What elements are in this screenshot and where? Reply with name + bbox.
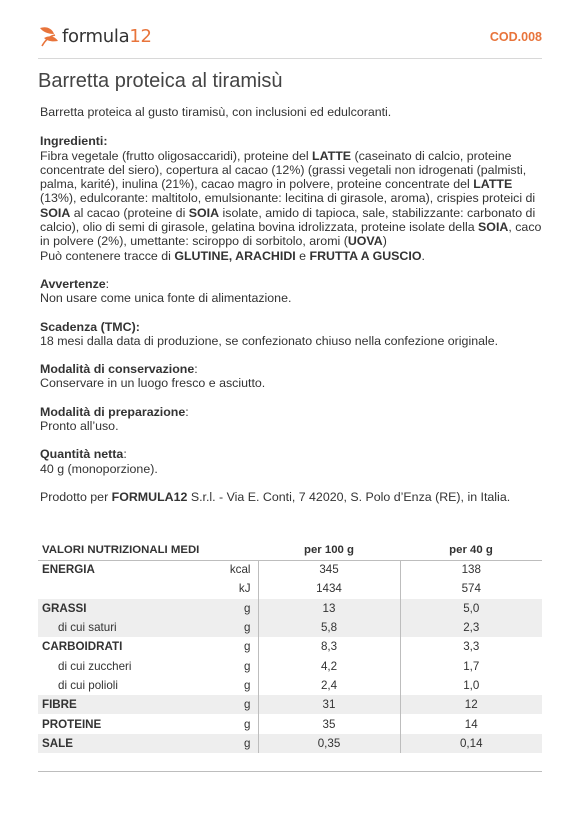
ingredients-part: Fibra vegetale (frutto oligosaccaridi), proteine del <box>40 148 313 163</box>
nutrient-unit: g <box>196 637 258 656</box>
nutrient-unit: kcal <box>196 560 258 579</box>
nutrition-body <box>38 560 542 753</box>
storage-heading <box>40 362 542 376</box>
nutrient-unit: g <box>196 676 258 695</box>
nutrient-name <box>38 579 196 598</box>
allergen: SOIA <box>188 205 220 220</box>
warnings-colon: : <box>105 276 110 291</box>
nutrient-name: di cui saturi <box>38 618 196 637</box>
producer-part: S.r.l. - Via E. Conti, 7 42020, S. Polo d’Enza (RE), in Italia. <box>187 489 511 504</box>
nutrient-name: FIBRE <box>38 695 196 714</box>
nutrient-unit: kJ <box>196 579 258 598</box>
table-row <box>38 676 542 695</box>
ingredients-part: ) <box>382 234 387 249</box>
nutrient-unit: g <box>196 714 258 733</box>
table-bottom-divider <box>38 771 542 772</box>
preparation-heading <box>40 405 542 419</box>
product-details <box>40 105 542 504</box>
table-row <box>38 656 542 675</box>
nutrient-unit: g <box>196 618 258 637</box>
storage-text: Conservare in un luogo fresco e asciutto. <box>40 376 266 391</box>
nutrient-name: SALE <box>38 734 196 753</box>
brand-name-number: 12 <box>129 25 152 47</box>
traces-part: Può contenere tracce di <box>40 248 175 263</box>
nutrient-value-40g: 138 <box>461 563 481 577</box>
table-row <box>38 714 542 733</box>
nutrient-name: GRASSI <box>38 599 196 618</box>
table-row <box>38 637 542 656</box>
nutrition-header-row <box>38 541 542 560</box>
nutrient-value-100g: 31 <box>258 695 400 714</box>
net-quantity-heading <box>40 447 542 461</box>
ingredients-part: (caseinato di calcio, proteine concentrate del siero), copertura al cacao (12%) (grassi vegetali non idrogenati (palmisti, palma, karité), inulina (21%), cacao magro in polvere, proteine concentrate del <box>40 148 527 192</box>
brand-logo <box>38 22 152 50</box>
producer-text <box>40 490 542 504</box>
ingredients-part: isolate, amido di tapioca, sale, stabilizzante: carbonato di calcio), olio di semi di girasole, gelatina bovina idrolizzata, proteine isolate della <box>40 205 536 235</box>
nutrient-unit: g <box>196 734 258 753</box>
allergen: FRUTTA A GUSCIO <box>309 248 422 263</box>
allergen: LATTE <box>473 177 513 192</box>
allergen: SOIA <box>40 205 71 220</box>
nutrient-name: PROTEINE <box>42 717 102 731</box>
warnings-text: Non usare come unica fonte di alimentazione. <box>40 291 292 306</box>
nutrient-value-100g: 13 <box>258 599 400 618</box>
table-row <box>38 734 542 753</box>
expiry-section <box>40 320 542 349</box>
producer-part: Prodotto per <box>40 489 112 504</box>
nutrient-value-40g: 14 <box>464 717 478 731</box>
preparation-colon: : <box>185 404 189 419</box>
nutrient-value-40g: 3,3 <box>463 640 480 654</box>
nutrient-name: CARBOIDRATI <box>42 640 123 654</box>
nutrient-value-100g: 345 <box>258 560 400 579</box>
nutrient-value-40g: 574 <box>461 582 481 596</box>
table-row <box>38 618 542 637</box>
allergen: SOIA <box>478 220 509 235</box>
nutrition-header-label: VALORI NUTRIZIONALI MEDI <box>42 544 200 557</box>
warnings-section <box>40 277 542 306</box>
nutrient-value-40g: 12 <box>400 695 542 714</box>
traces-part: e <box>295 248 310 263</box>
nutrient-value-100g: 0,35 <box>258 734 400 753</box>
net-quantity-section <box>40 447 542 476</box>
allergen: GLUTINE, ARACHIDI <box>174 248 296 263</box>
storage-section <box>40 362 542 391</box>
nutrient-name: di cui zuccheri <box>58 659 132 673</box>
nutrition-header-per40: per 40 g <box>449 544 493 557</box>
net-quantity-text: 40 g (monoporzione). <box>40 461 158 476</box>
expiry-text: 18 mesi dalla data di produzione, se confezionato chiuso nella confezione originale. <box>40 333 499 348</box>
traces-part: . <box>421 248 425 263</box>
nutrient-value-100g: 8,3 <box>258 637 400 656</box>
warnings-heading <box>40 277 542 291</box>
preparation-section <box>40 405 542 434</box>
nutrition-header-per100: per 100 g <box>303 544 355 557</box>
ingredients-part: al cacao (proteine di <box>70 205 189 220</box>
storage-label: Modalità di conservazione <box>40 362 195 377</box>
nutrient-unit: g <box>196 695 258 714</box>
preparation-text: Pronto all’uso. <box>40 419 119 434</box>
nutrient-value-40g: 1,0 <box>463 678 480 692</box>
ingredients-text <box>40 149 542 249</box>
ingredients-part: (13%), edulcorante: maltitolo, emulsionante: lecitina di girasole, aroma), crispies proteici di <box>40 191 536 206</box>
allergen: UOVA <box>347 234 383 249</box>
traces-text <box>40 249 542 263</box>
nutrient-value-40g: 5,0 <box>400 599 542 618</box>
nutrient-value-40g: 1,7 <box>463 659 480 673</box>
ingredients-section <box>40 134 542 263</box>
nutrient-value-100g: 4,2 <box>258 656 400 675</box>
ingredients-part: , caco in polvere (2%), umettante: sciroppo di sorbitolo, aromi ( <box>40 220 542 249</box>
table-row <box>38 695 542 714</box>
header-divider <box>38 58 542 59</box>
leaf-logo-icon <box>38 22 60 50</box>
table-row <box>38 599 542 618</box>
preparation-label: Modalità di preparazione <box>40 404 186 419</box>
table-row <box>38 560 542 579</box>
nutrition-table <box>38 541 542 753</box>
nutrient-name: di cui polioli <box>58 678 118 692</box>
producer-brand: FORMULA12 <box>111 489 188 504</box>
nutrient-value-40g: 2,3 <box>400 618 542 637</box>
table-row <box>38 579 542 598</box>
brand-name <box>62 26 152 47</box>
ingredients-label: Ingredienti: <box>40 134 108 149</box>
nutrition-table-wrapper <box>38 541 542 753</box>
expiry-label: Scadenza (TMC): <box>40 319 140 334</box>
brand-name-text: formula <box>62 25 130 47</box>
nutrient-value-40g: 0,14 <box>400 734 542 753</box>
warnings-label: Avvertenze <box>40 276 106 291</box>
nutrient-value-100g: 2,4 <box>258 676 400 695</box>
nutrient-value-100g: 1434 <box>258 579 400 598</box>
allergen: LATTE <box>312 148 352 163</box>
nutrient-name: ENERGIA <box>42 563 95 577</box>
nutrient-value-100g: 35 <box>258 714 400 733</box>
net-quantity-label: Quantità netta <box>40 447 124 462</box>
page-title: Barretta proteica al tiramisù <box>38 70 283 92</box>
description: Barretta proteica al gusto tiramisù, con inclusioni ed edulcoranti. <box>40 105 392 119</box>
net-quantity-colon: : <box>123 447 127 462</box>
nutrient-unit: g <box>196 656 258 675</box>
nutrient-value-100g: 5,8 <box>258 618 400 637</box>
product-code: COD.008 <box>489 30 542 44</box>
header <box>38 22 542 52</box>
storage-colon: : <box>194 362 198 377</box>
nutrient-unit: g <box>196 599 258 618</box>
